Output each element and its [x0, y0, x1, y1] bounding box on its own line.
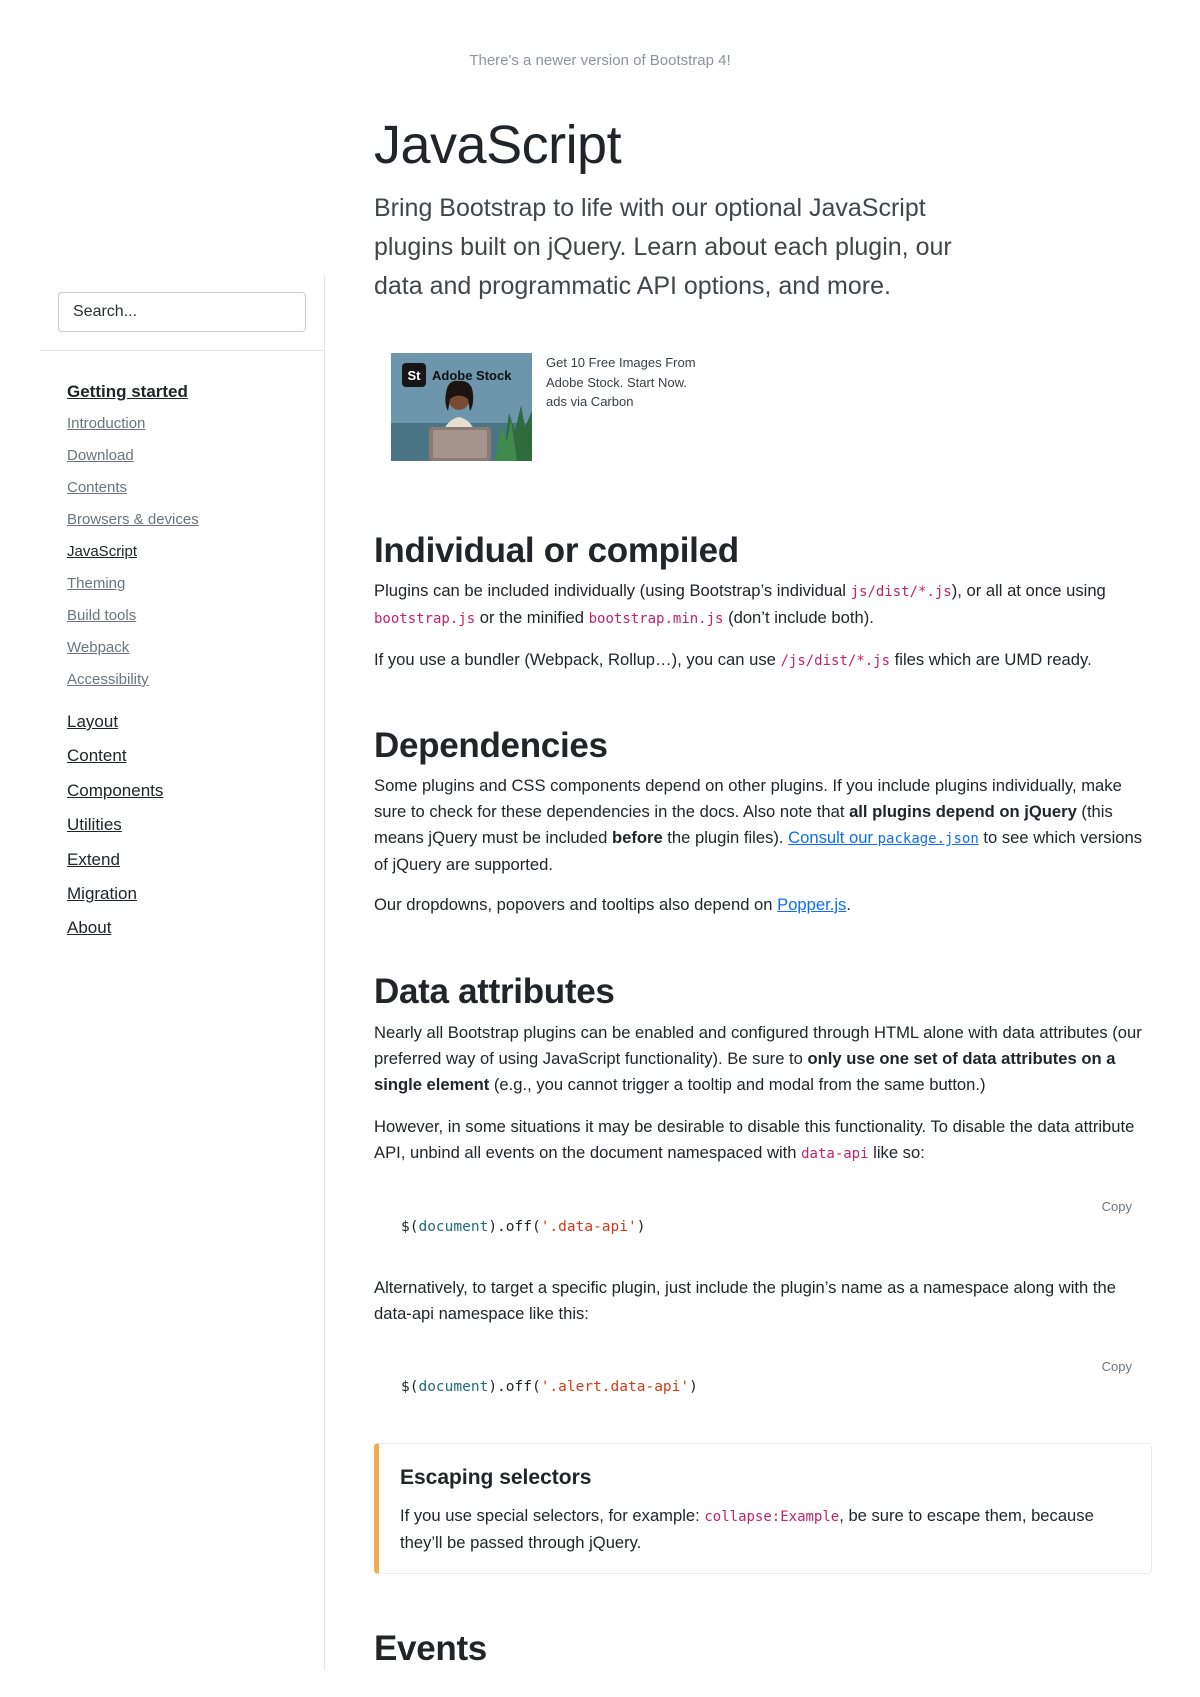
- nav-section-about[interactable]: About: [67, 918, 112, 938]
- copy-button[interactable]: Copy: [1096, 1358, 1138, 1375]
- ad-line-2[interactable]: Adobe Stock. Start Now.: [546, 374, 687, 390]
- individual-paragraph-1: Plugins can be included individually (using Bootstrap’s individual js/dist/*.js), or all at once using bootstrap.js or the minified bootstrap.min.js (don’t include both).: [374, 581, 1106, 627]
- nav-section-migration[interactable]: Migration: [67, 883, 137, 903]
- nav-section-layout[interactable]: Layout: [67, 712, 119, 731]
- heading-dependencies: Dependencies: [374, 726, 608, 765]
- data-attributes-paragraph-1: Nearly all Bootstrap plugins can be enabled and configured through HTML alone with data attributes (our preferred way of using JavaScript functionality). Be sure to only use one set of data attributes on a single element (e.g., you cannot trigger a tooltip and modal from the same button.): [374, 1023, 1142, 1094]
- individual-paragraph-2: If you use a bundler (Webpack, Rollup…), you can use /js/dist/*.js files which are UMD ready.: [374, 650, 1092, 669]
- dependencies-paragraph-2: Our dropdowns, popovers and tooltips also depend on Popper.js.: [374, 895, 851, 914]
- page-lead: Bring Bootstrap to life with our optional JavaScript plugins built on jQuery. Learn about each plugin, our data and programmatic API options, and more.: [374, 194, 952, 300]
- code-block-alert-data-api: [374, 1342, 1154, 1420]
- nav-item-webpack[interactable]: Webpack: [67, 639, 130, 656]
- callout-escaping-selectors: [374, 1443, 1152, 1574]
- callout-text: If you use special selectors, for example: collapse:Example, be sure to escape them, because they’ll be passed through jQuery.: [400, 1506, 1094, 1552]
- adobe-stock-badge: St: [402, 363, 426, 387]
- code-js-dist: js/dist/*.js: [850, 584, 952, 600]
- search-box[interactable]: [58, 292, 306, 332]
- nav-item-download[interactable]: Download: [67, 447, 134, 464]
- docs-sidebar: [40, 275, 325, 1670]
- code-snippet: $(document).off('.data-api'): [401, 1219, 646, 1235]
- search-input[interactable]: [71, 302, 293, 322]
- nav-section-extend[interactable]: Extend: [67, 849, 120, 869]
- code-bootstrap-js: bootstrap.js: [374, 611, 476, 627]
- heading-individual-or-compiled: Individual or compiled: [374, 531, 739, 570]
- callout-title: Escaping selectors: [400, 1466, 592, 1489]
- adobe-stock-logo: [402, 362, 511, 388]
- nav-item-contents[interactable]: Contents: [67, 479, 128, 496]
- adobe-stock-wordmark: Adobe Stock: [432, 367, 512, 383]
- search-divider: [40, 350, 324, 351]
- dependencies-paragraph-1: Some plugins and CSS components depend on other plugins. If you include plugins individually, make sure to check for these dependencies in the docs. Also note that all plugins depend on jQuery (this means jQuery must be included before the plugin files). Consult our package.json to see which versions of jQuery are supported.: [374, 776, 1143, 874]
- nav-section-content[interactable]: Content: [67, 746, 127, 766]
- data-attributes-paragraph-3: Alternatively, to target a specific plugin, just include the plugin’s name as a namespace along with the data-api namespace like this:: [374, 1278, 1116, 1323]
- nav-item-introduction[interactable]: Introduction: [67, 415, 146, 432]
- nav-item-browsers-devices[interactable]: Browsers & devices: [67, 511, 199, 528]
- code-block-data-api: [374, 1182, 1154, 1260]
- code-bootstrap-min-js: bootstrap.min.js: [588, 611, 724, 627]
- nav-item-build-tools[interactable]: Build tools: [67, 607, 137, 624]
- code-umd-path: /js/dist/*.js: [780, 653, 891, 669]
- page-title: JavaScript: [374, 115, 622, 175]
- nav-section-components[interactable]: Components: [67, 780, 164, 800]
- ad-text[interactable]: [546, 353, 726, 412]
- ad-line-1[interactable]: Get 10 Free Images From: [546, 355, 696, 370]
- nav-section-utilities[interactable]: Utilities: [67, 815, 122, 835]
- heading-events: Events: [374, 1629, 487, 1668]
- carbon-ad[interactable]: [391, 353, 721, 463]
- code-collapse-example: collapse:Example: [704, 1509, 840, 1525]
- nav-getting-started: [67, 375, 199, 696]
- nav-item-theming[interactable]: Theming: [67, 575, 126, 592]
- heading-data-attributes: Data attributes: [374, 972, 615, 1011]
- package-json-link[interactable]: Consult our package.json: [788, 828, 979, 847]
- nav-section-getting-started[interactable]: Getting started: [67, 382, 188, 401]
- copy-button[interactable]: Copy: [1096, 1198, 1138, 1215]
- code-data-api: data-api: [801, 1146, 869, 1162]
- ad-via-carbon[interactable]: ads via Carbon: [546, 394, 634, 409]
- code-snippet: $(document).off('.alert.data-api'): [401, 1379, 698, 1395]
- version-banner[interactable]: There's a newer version of Bootstrap 4!: [469, 52, 731, 69]
- nav-item-javascript[interactable]: JavaScript: [67, 543, 138, 560]
- ad-image[interactable]: [391, 353, 532, 461]
- nav-top-level: [67, 705, 163, 946]
- data-attributes-paragraph-2: However, in some situations it may be desirable to disable this functionality. To disable the data attribute API, unbind all events on the document namespaced with data-api like so:: [374, 1117, 1135, 1162]
- nav-item-accessibility[interactable]: Accessibility: [67, 671, 149, 688]
- popper-js-link[interactable]: Popper.js: [777, 895, 847, 914]
